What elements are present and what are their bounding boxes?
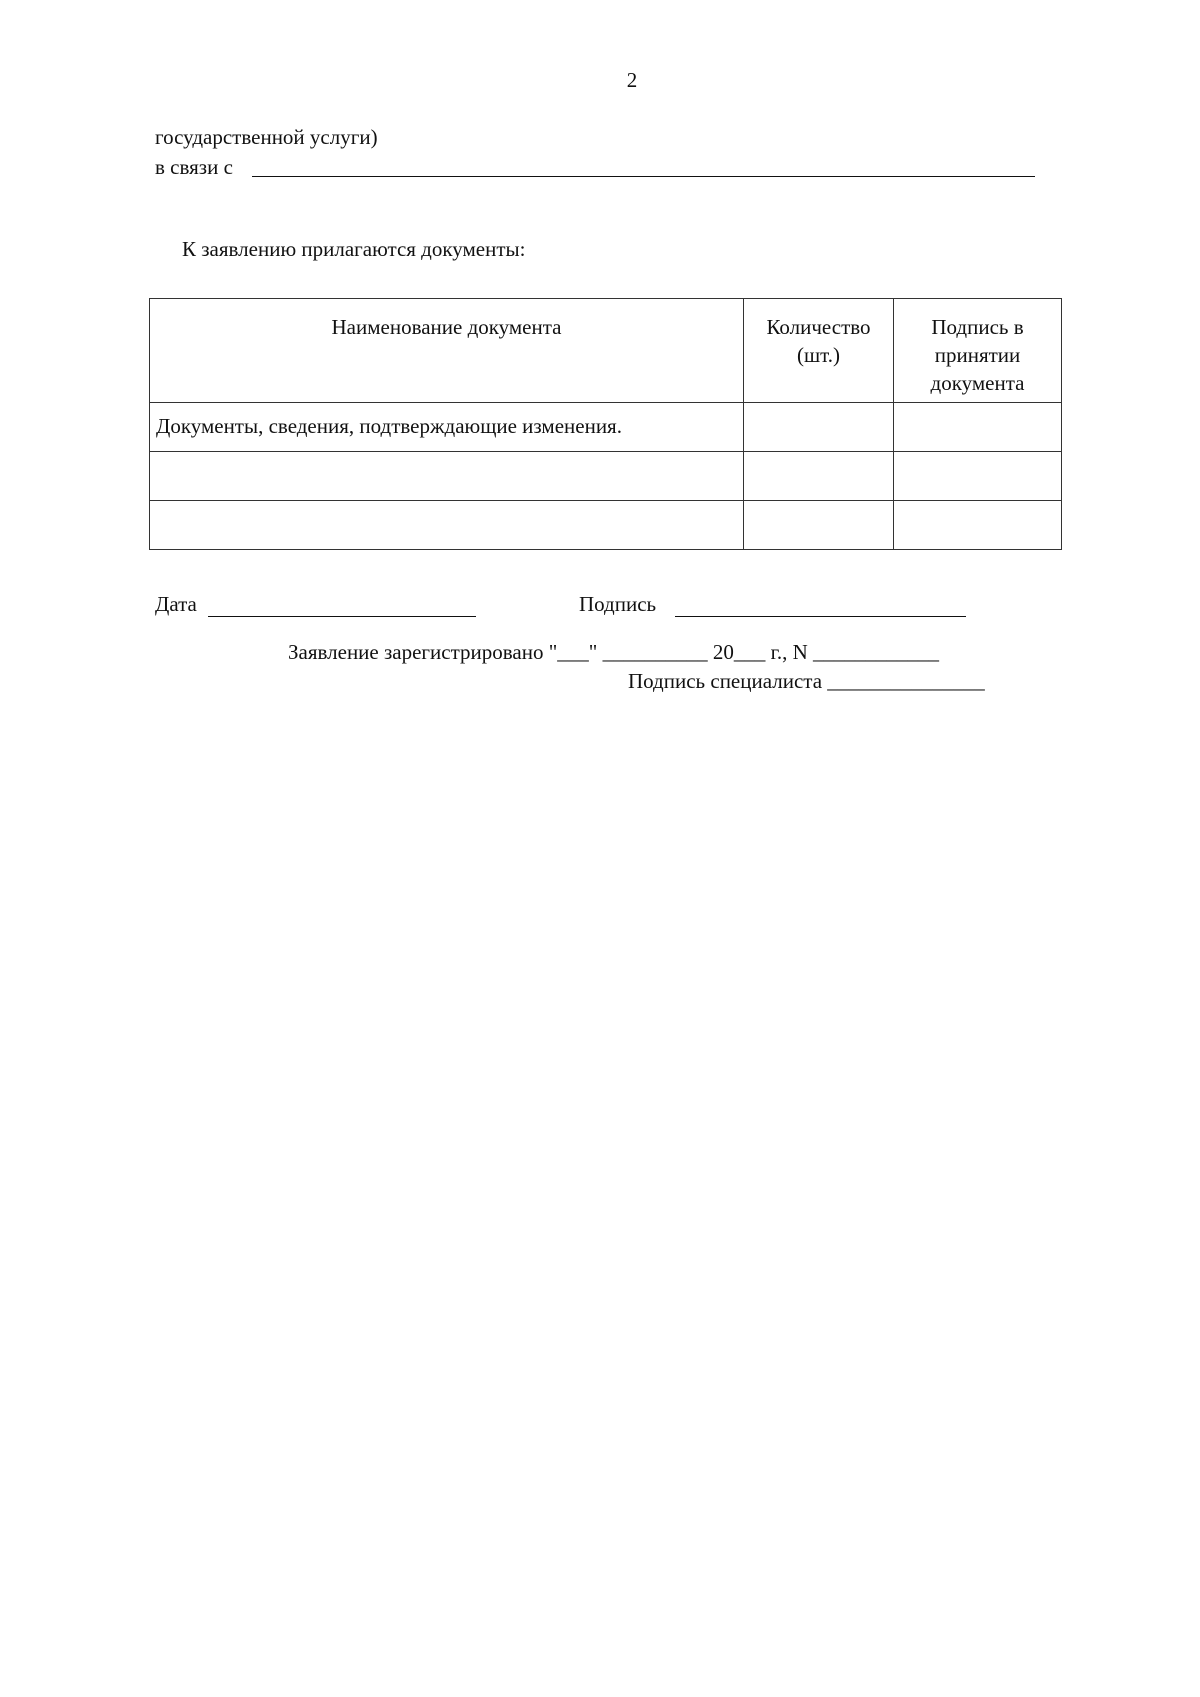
page-number: 2 bbox=[626, 68, 638, 92]
quantity-cell[interactable] bbox=[744, 501, 894, 550]
date-label: Дата bbox=[155, 592, 197, 616]
document-name-cell[interactable] bbox=[150, 452, 744, 501]
table-header-row bbox=[150, 299, 1062, 403]
attachments-table bbox=[149, 298, 1062, 550]
date-fill-line[interactable] bbox=[208, 616, 476, 617]
column-header-signature-line2: принятии bbox=[934, 343, 1021, 367]
reason-fill-line[interactable] bbox=[252, 176, 1035, 177]
table-row bbox=[150, 403, 1062, 452]
document-name-cell[interactable]: Документы, сведения, подтверждающие изменения. bbox=[150, 403, 744, 452]
table-row bbox=[150, 452, 1062, 501]
table-row bbox=[150, 501, 1062, 550]
column-header-signature-line1: Подпись в bbox=[931, 315, 1024, 339]
document-name-cell[interactable] bbox=[150, 501, 744, 550]
column-header-signature bbox=[894, 299, 1062, 403]
signature-cell[interactable] bbox=[894, 501, 1062, 550]
signature-cell[interactable] bbox=[894, 452, 1062, 501]
quantity-cell[interactable] bbox=[744, 452, 894, 501]
column-header-document-name bbox=[150, 299, 744, 403]
column-header-quantity bbox=[744, 299, 894, 403]
header-continuation-text: государственной услуги) bbox=[155, 125, 378, 149]
attachments-intro: К заявлению прилагаются документы: bbox=[182, 237, 526, 261]
column-header-quantity-line1: Количество bbox=[766, 315, 871, 339]
quantity-cell[interactable] bbox=[744, 403, 894, 452]
signature-cell[interactable] bbox=[894, 403, 1062, 452]
column-header-document-name-text: Наименование документа bbox=[331, 315, 562, 339]
signature-fill-line[interactable] bbox=[675, 616, 966, 617]
column-header-signature-line3: документа bbox=[930, 371, 1025, 395]
reason-label: в связи с bbox=[155, 155, 233, 179]
registration-line: Заявление зарегистрировано "___" __________ 20___ г., N ____________ bbox=[288, 640, 940, 664]
column-header-quantity-line2: (шт.) bbox=[796, 343, 840, 367]
specialist-signature-line: Подпись специалиста _______________ bbox=[628, 669, 985, 693]
signature-label: Подпись bbox=[579, 592, 657, 616]
